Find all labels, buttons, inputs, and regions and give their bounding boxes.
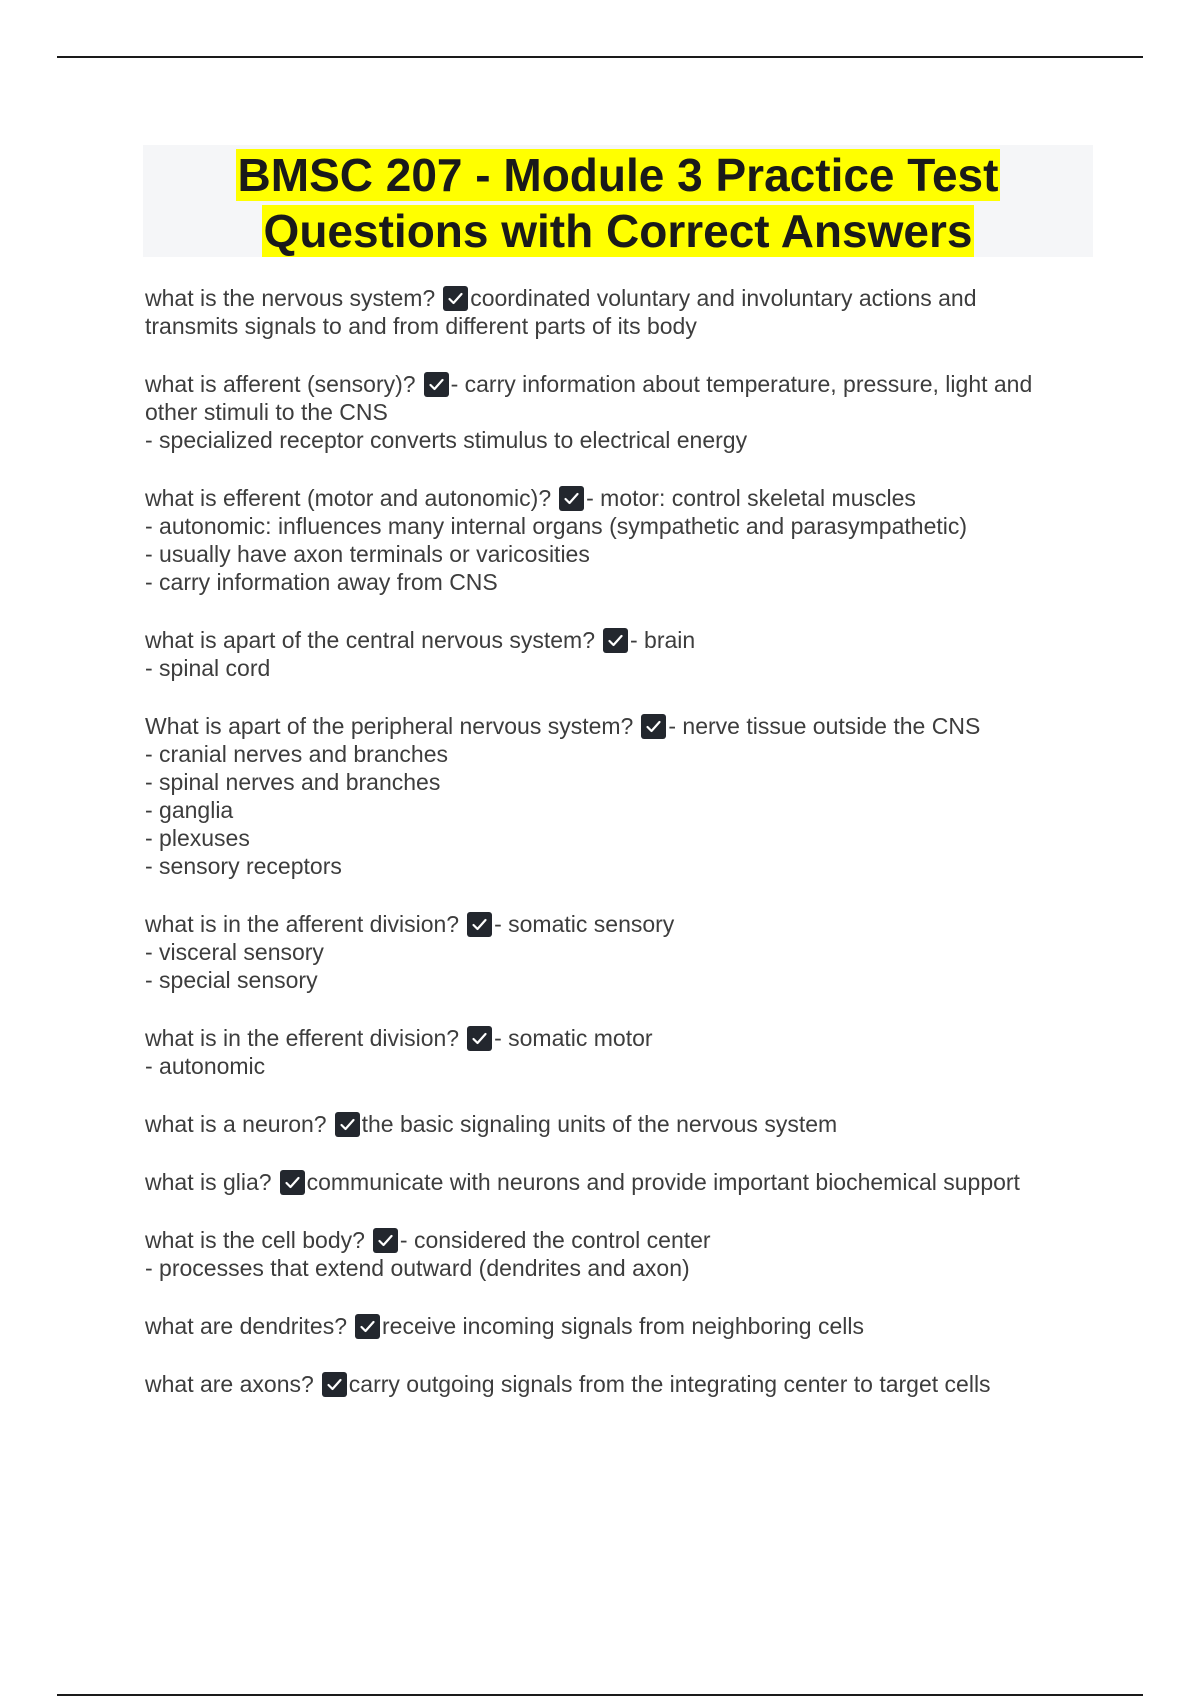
qa-item	[145, 1226, 1095, 1282]
answer-line: - autonomic: influences many internal organs (sympathetic and parasympathetic)	[145, 513, 968, 539]
answer-line: - autonomic	[145, 1053, 266, 1079]
checkmark-box-icon	[467, 1026, 492, 1051]
answer-text: communicate with neurons and provide important biochemical support	[306, 1169, 1020, 1195]
qa-item	[145, 370, 1095, 454]
qa-item	[145, 712, 1095, 880]
qa-first-line	[145, 1024, 1095, 1052]
title-banner	[143, 145, 1093, 257]
answer-line: - sensory receptors	[145, 853, 342, 879]
answer-text: - considered the control center	[399, 1227, 711, 1253]
qa-first-line	[145, 910, 1095, 938]
document-title	[143, 145, 1093, 259]
qa-first-line	[145, 1370, 1095, 1398]
qa-item	[145, 1370, 1095, 1398]
qa-first-line	[145, 370, 1095, 398]
answer-line: - cranial nerves and branches	[145, 741, 448, 767]
question-text: what is the cell body?	[145, 1227, 365, 1253]
checkmark-box-icon	[335, 1112, 360, 1137]
qa-item	[145, 284, 1095, 340]
qa-first-line	[145, 1312, 1095, 1340]
answer-line: - spinal nerves and branches	[145, 769, 441, 795]
top-divider	[57, 56, 1143, 58]
answer-line: - usually have axon terminals or varicosities	[145, 541, 590, 567]
question-text: What is apart of the peripheral nervous system?	[145, 713, 634, 739]
qa-first-line	[145, 484, 1095, 512]
answer-line: - ganglia	[145, 797, 234, 823]
qa-first-line	[145, 1168, 1095, 1196]
answer-line: other stimuli to the CNS	[145, 399, 388, 425]
question-text: what is efferent (motor and autonomic)?	[145, 485, 552, 511]
qa-item	[145, 910, 1095, 994]
question-text: what is afferent (sensory)?	[145, 371, 416, 397]
answer-text: - somatic motor	[494, 1025, 653, 1051]
checkmark-box-icon	[424, 372, 449, 397]
answer-line: transmits signals to and from different parts of its body	[145, 313, 697, 339]
qa-item	[145, 1168, 1095, 1196]
answer-line: - processes that extend outward (dendrites and axon)	[145, 1255, 690, 1281]
checkmark-box-icon	[641, 714, 666, 739]
answer-line: - specialized receptor converts stimulus to electrical energy	[145, 427, 748, 453]
checkmark-box-icon	[603, 628, 628, 653]
checkmark-box-icon	[280, 1170, 305, 1195]
question-text: what is glia?	[145, 1169, 272, 1195]
answer-line: - plexuses	[145, 825, 250, 851]
answer-text: receive incoming signals from neighboring cells	[382, 1313, 864, 1339]
checkmark-box-icon	[322, 1372, 347, 1397]
question-text: what is in the efferent division?	[145, 1025, 460, 1051]
qa-item	[145, 1024, 1095, 1080]
answer-text: the basic signaling units of the nervous system	[361, 1111, 838, 1137]
qa-item	[145, 1312, 1095, 1340]
qa-item	[145, 484, 1095, 596]
title-line-1: BMSC 207 - Module 3 Practice Test	[237, 149, 999, 201]
qa-first-line	[145, 1110, 1095, 1138]
qa-item	[145, 1110, 1095, 1138]
qa-first-line	[145, 712, 1095, 740]
answer-line: - special sensory	[145, 967, 318, 993]
qa-first-line	[145, 284, 1095, 312]
answer-line: - carry information away from CNS	[145, 569, 498, 595]
checkmark-box-icon	[443, 286, 468, 311]
question-text: what are dendrites?	[145, 1313, 348, 1339]
question-text: what are axons?	[145, 1371, 314, 1397]
answer-line: - spinal cord	[145, 655, 271, 681]
answer-text: - brain	[630, 627, 696, 653]
answer-text: - somatic sensory	[494, 911, 675, 937]
answer-text: - motor: control skeletal muscles	[586, 485, 916, 511]
qa-first-line	[145, 1226, 1095, 1254]
question-text: what is in the afferent division?	[145, 911, 460, 937]
checkmark-box-icon	[467, 912, 492, 937]
answer-line: - visceral sensory	[145, 939, 324, 965]
title-line-2: Questions with Correct Answers	[263, 205, 973, 257]
qa-item	[145, 626, 1095, 682]
qa-first-line	[145, 626, 1095, 654]
question-text: what is a neuron?	[145, 1111, 327, 1137]
qa-list	[145, 284, 1095, 1428]
bottom-divider	[57, 1694, 1143, 1696]
question-text: what is the nervous system?	[145, 285, 436, 311]
checkmark-box-icon	[559, 486, 584, 511]
answer-text: - carry information about temperature, pressure, light and	[450, 371, 1033, 397]
question-text: what is apart of the central nervous system?	[145, 627, 595, 653]
answer-text: coordinated voluntary and involuntary actions and	[470, 285, 977, 311]
checkmark-box-icon	[355, 1314, 380, 1339]
answer-text: - nerve tissue outside the CNS	[668, 713, 981, 739]
answer-text: carry outgoing signals from the integrating center to target cells	[348, 1371, 991, 1397]
checkmark-box-icon	[373, 1228, 398, 1253]
